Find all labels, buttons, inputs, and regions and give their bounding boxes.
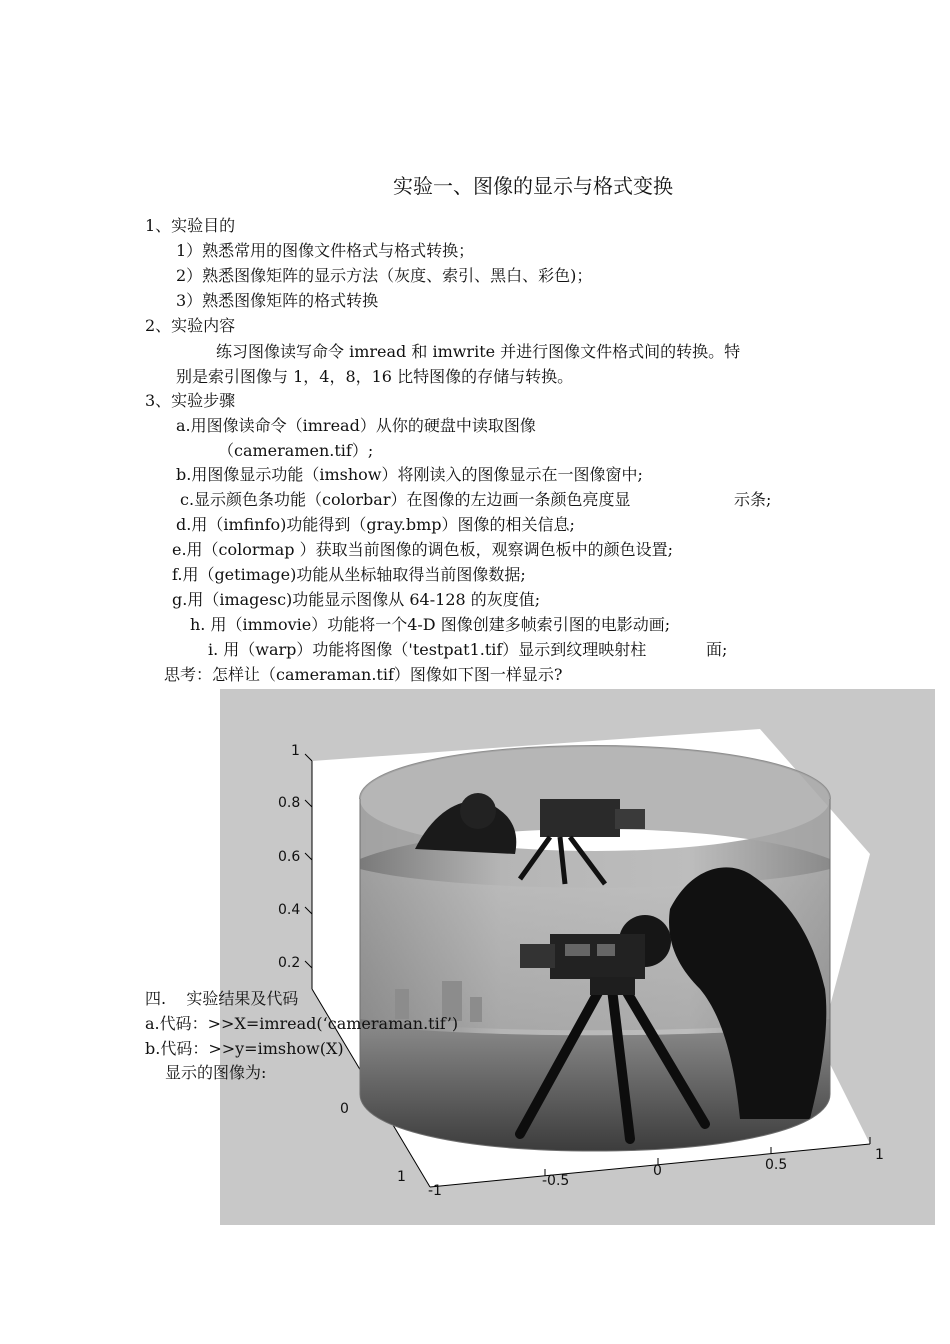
z-tick-mark <box>305 907 312 914</box>
step-line: i. 用（warp）功能将图像（'testpat1.tif）显示到纹理映射柱 <box>208 640 647 659</box>
content-line: 练习图像读写命令 imread 和 imwrite 并进行图像文件格式间的转换。特 <box>216 342 741 361</box>
cylinder-plot <box>220 689 935 1225</box>
shown-image-label: 显示的图像为: <box>165 1063 267 1082</box>
step-line: 示条; <box>734 490 772 509</box>
z-tick-mark <box>305 754 312 761</box>
z-ticks <box>305 754 312 968</box>
section4-heading: 四. 实验结果及代码 <box>145 989 299 1008</box>
x-tick-label: 0 <box>653 1163 662 1179</box>
section1-heading: 1、实验目的 <box>145 216 236 235</box>
objective-item: 3）熟悉图像矩阵的格式转换 <box>176 291 379 310</box>
x-tick-label: 1 <box>875 1147 884 1163</box>
code-b: b.代码：>>y=imshow(X) <box>145 1039 344 1058</box>
step-line: b.用图像显示功能（imshow）将刚读入的图像显示在一图像窗中; <box>176 465 643 484</box>
z-tick-label: 0 <box>340 1101 349 1117</box>
step-line: f.用（getimage)功能从坐标轴取得当前图像数据; <box>172 565 526 584</box>
step-line: d.用（imfinfo)功能得到（gray.bmp）图像的相关信息; <box>176 515 575 534</box>
z-tick-label: 0.2 <box>278 955 301 971</box>
section3-heading: 3、实验步骤 <box>145 391 236 410</box>
objective-item: 1）熟悉常用的图像文件格式与格式转换； <box>176 241 475 260</box>
question-line: 思考：怎样让（cameraman.tif）图像如下图一样显示? <box>164 665 563 684</box>
z-tick-label: 0.6 <box>278 849 301 865</box>
step-line: c.显示颜色条功能（colorbar）在图像的左边画一条颜色亮度显 <box>180 490 631 509</box>
z-tick-mark <box>305 853 312 860</box>
content-line: 别是索引图像与 1，4，8，16 比特图像的存储与转换。 <box>176 367 574 386</box>
z-tick-label: 0.4 <box>278 902 301 918</box>
z-tick-label: 1 <box>291 743 300 759</box>
code-a: a.代码：>>X=imread(‘cameraman.tif’) <box>145 1014 459 1033</box>
x-tick-label: 0.5 <box>765 1157 788 1173</box>
step-line: g.用（imagesc)功能显示图像从 64-128 的灰度值; <box>172 590 541 609</box>
step-line: e.用（colormap ）获取当前图像的调色板，观察调色板中的颜色设置; <box>172 540 673 559</box>
cylinder-figure <box>220 689 935 1225</box>
step-line: a.用图像读命令（imread）从你的硬盘中读取图像 <box>176 416 536 435</box>
section2-heading: 2、实验内容 <box>145 316 236 335</box>
z-tick-mark <box>305 961 312 968</box>
x-tick-label: -0.5 <box>542 1173 570 1189</box>
step-line: 面; <box>706 640 728 659</box>
step-line: h. 用（immovie）功能将一个4-D 图像创建多帧索引图的电影动画; <box>190 615 671 634</box>
y-tick-label: -1 <box>428 1183 442 1199</box>
z-tick-mark <box>305 800 312 807</box>
page-title: 实验一、图像的显示与格式变换 <box>393 174 673 198</box>
z-tick-label: 0.8 <box>278 795 301 811</box>
y-tick-label: 1 <box>397 1169 406 1185</box>
objective-item: 2）熟悉图像矩阵的显示方法（灰度、索引、黑白、彩色)； <box>176 266 593 285</box>
step-line: （cameramen.tif）; <box>218 441 374 460</box>
